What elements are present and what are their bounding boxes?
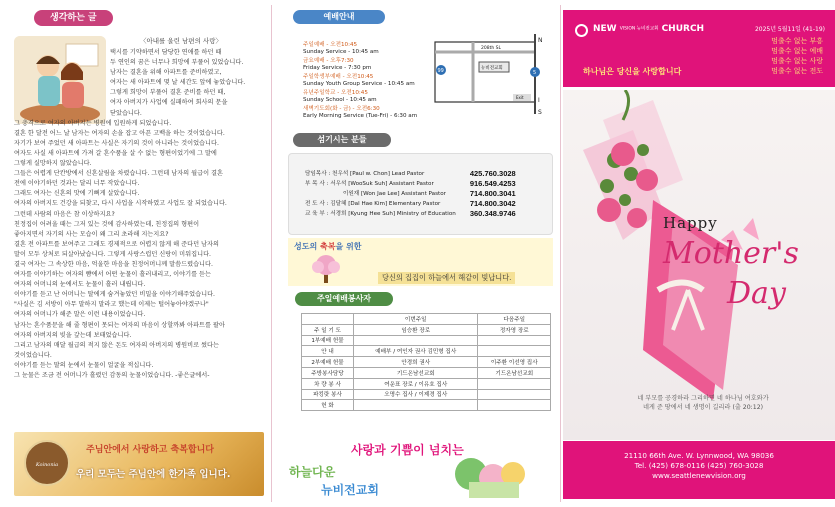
table-cell: 임승환 장로 [354, 324, 478, 335]
map-street-label: 208th SL [481, 46, 501, 51]
body-line: 여자의 아버지의 빚을 갚는데 보태었습니다. [14, 331, 132, 339]
body-line: 그렇게 실망하지 않았습니다. [14, 160, 92, 168]
table-cell: 헌 화 [302, 400, 354, 411]
service-ko: 금요예배 - 오후7:30 [303, 58, 354, 64]
table-cell: 주방봉사담당 [302, 367, 354, 378]
table-row [302, 314, 551, 325]
cover-panel [563, 0, 835, 507]
body-line: 결국 여자는 그 속상한 마음, 억울한 마음을 친정어머니께 말씀드렸습니다. [14, 260, 213, 268]
staff-title: 섬기시는 분들 [293, 133, 391, 147]
greeting-line2: 하늘다운 [289, 465, 336, 479]
staff-row [303, 168, 518, 178]
service-en: Friday Service - 7:30 pm [303, 65, 372, 71]
body-line: 그래도 여자는 신혼의 맛에 기뻐게 살았습니다. [14, 190, 140, 198]
table-cell: 안 내 [302, 346, 354, 357]
table-row [302, 367, 551, 378]
body-line: 여자는 새 아파트에 몇 날 세간도 앞에 놓았습니다. [110, 79, 246, 87]
table-cell: 2부예배 헌물 [302, 357, 354, 368]
body-line: 결혼 전 아파트를 보여주고 그래도 경제적으로 어렵지 않게 해 준다던 남자의 [14, 240, 219, 248]
body-line: 그 충격으로 여자의 아버지는 병원에 입원하게 되었습니다. [14, 119, 172, 127]
body-line: 그리고 남자의 매달 월급의 적지 않은 돈도 여자의 아버지의 병원비로 썼다는 [14, 341, 219, 349]
address: 21110 66th Ave. W. Lynnwood, WA 98036 [624, 451, 774, 460]
mothers-text: Mother's [663, 236, 799, 271]
body-line: 그런데 사람의 마음은 참 이상하지요? [14, 210, 115, 218]
body-line: 자기가 보여 주었던 새 아파트는 사실은 자기의 것이 아니라는 것이었습니다. [14, 139, 219, 147]
prayer-banner [288, 238, 553, 286]
verse-line: 네게 준 땅에서 네 생명이 길리라 (출 20:12) [642, 404, 764, 411]
phone: Tel. (425) 678-0116 (425) 760-3028 [634, 461, 764, 470]
reflection-title: 생각하는 글 [34, 10, 113, 26]
map-hwy99: 99 [437, 68, 444, 74]
services-title: 예배안내 [293, 10, 385, 24]
table-cell [478, 335, 551, 346]
logo-text: NEW VISION 뉴비전교회 CHURCH [593, 24, 705, 34]
contact-footer [563, 441, 835, 499]
church-map [433, 32, 545, 116]
staff-role: 전 도 사 : 김달혜 [Dal Hae Kim] Elementary Pastor [305, 201, 441, 207]
staff-box [288, 153, 553, 235]
staff-phone: 425.760.3028 [469, 168, 516, 178]
table-cell: 파킹랏 봉사 [302, 389, 354, 400]
table-cell [354, 400, 478, 411]
table-row [302, 400, 551, 411]
greeting-line3: 뉴비전교회 [321, 483, 379, 497]
table-row [302, 346, 551, 357]
table-cell: 다음주일 [478, 314, 551, 325]
service-ko: 새벽기도회(화 - 금) - 오전6:30 [303, 106, 380, 112]
happy-text: Happy [663, 214, 718, 232]
staff-row [303, 188, 518, 198]
staff-phone: 916.549.4253 [469, 178, 516, 188]
motto-list [771, 36, 823, 76]
staff-row [303, 178, 518, 188]
koinonia-banner [14, 432, 264, 496]
table-cell [302, 314, 354, 325]
staff-role: 교 육 부 : 서경희 [Kyung Hee Suh] Ministry of Education [305, 211, 456, 217]
body-line: 그 눈물은 조금 전 어머니가 흘렸던 감동의 눈물이었습니다. -좋은글에서- [14, 372, 210, 379]
day-text: Day [727, 276, 786, 311]
duty-title: 주일예배봉사자 [295, 292, 393, 306]
body-line: 여자의 아버지도 건강을 되찾고, 다시 사업을 시작하였고 사업도 잘 되었습니다. [14, 200, 227, 208]
logo-circle-icon [575, 24, 588, 37]
prayer-heading: 성도의 축복을 위한 [294, 242, 362, 251]
reflection-panel [0, 0, 270, 507]
table-cell: 이주환 이선영 집사 [478, 357, 551, 368]
body-line: 두 연인의 꿈은 너무나 희망에 부풀어 있었습니다. [110, 59, 244, 67]
bulletin-date: 2025년 5월11일 (41-19) [754, 26, 825, 33]
table-cell: 예배부 / 여인자 권사 김민형 집사 [354, 346, 478, 357]
greeting-line1: 사랑과 기쁨이 넘치는 [351, 443, 464, 457]
body-line: 결혼 한 달전 어느 날 남자는 여자의 손을 잡고 아픈 고백을 하는 것이었습니다. [14, 129, 225, 137]
body-line: 이야기를 듣고 난 어머니는 딸에게 숨겨놓았던 비밀을 이야기해주었습니다. [14, 291, 216, 299]
table-cell: 주 일 기 도 [302, 324, 354, 335]
reflection-header [14, 10, 262, 26]
body-line: 친정집이 어려울 때는 그저 있는 것에 감사하였는데, 친정집의 형편이 [14, 220, 200, 228]
duty-table [301, 313, 551, 411]
koinonia-badge: Koinonia [24, 440, 70, 486]
table-row [302, 324, 551, 335]
cover-slogan: 하나님은 당신을 사랑합니다 [583, 67, 682, 76]
table-row [302, 357, 551, 368]
staff-role: 담임목사 : 천우석 [Paul w. Chon] Lead Pastor [305, 171, 425, 177]
table-cell [478, 378, 551, 389]
banner-blessing: 주님안에서 사랑하고 축복합니다 [86, 445, 214, 455]
body-line: 여자도 사실 새 아파트에 가져 갈 혼수품을 살 수 없는 형편이었기에 그 말에 [14, 149, 217, 157]
body-line: "사실은 김 서방이 아무 말하지 말라고 했는데 이제는 털어놓아야겠구나" [14, 301, 209, 309]
table-cell [478, 346, 551, 357]
table-cell: 여운표 장로 / 이유호 집사 [354, 378, 478, 389]
table-cell [478, 389, 551, 400]
table-cell [478, 400, 551, 411]
service-ko: 주일예배 - 오전10:45 [303, 42, 358, 48]
body-line: 여자의 어머니의 눈에서도 눈물이 흘러 내립니다. [14, 281, 146, 289]
body-line: 말이 모두 상처로 되살아났습니다. 그렇게 사랑스럽던 신랑이 미워집니다. [14, 250, 212, 258]
table-row [302, 378, 551, 389]
divider [271, 5, 272, 502]
body-line: 남자는 결혼을 위해 아파트를 준비하였고, [110, 69, 222, 77]
body-line: 그들은 어렵게 단칸방에서 신혼살림을 차렸습니다. 그런데 남자의 월급이 결혼 [14, 170, 223, 178]
body-line: 여자의 어머니가 해준 말은 이런 내용이었습니다. [14, 311, 146, 319]
bible-verse [593, 394, 813, 412]
service-en: Sunday Service - 10:45 am [303, 49, 379, 55]
website-link[interactable]: www.seattlenewvision.org [652, 471, 746, 480]
divider [560, 5, 561, 502]
body-line: 택시를 기약하면서 담당한 연애를 하던 때 [110, 49, 222, 56]
staff-phone: 714.800.3041 [469, 188, 516, 198]
staff-phone: 714.800.3042 [469, 198, 516, 208]
table-cell: 기드온남선교회 [354, 367, 478, 378]
body-line: 여자를 이야기하는 여자의 뺨에서 어떤 눈물이 흘러내리고, 이야기를 듣는 [14, 271, 212, 279]
table-row [302, 389, 551, 400]
service-ko: 유년주일학교 - 오전10:45 [303, 90, 368, 96]
church-greeting-banner [281, 438, 553, 500]
reflection-subtitle: 〈아내를 울린 남편의 사랑〉 [140, 37, 222, 45]
service-en: Sunday School - 10:45 am [303, 97, 377, 103]
banner-family: 우리 모두는 주님안에 한가족 입니다. [76, 469, 231, 480]
table-cell: 1부예배 헌물 [302, 335, 354, 346]
map-north: N [538, 37, 543, 44]
service-ko: 주일학생부예배 - 오전10:45 [303, 74, 374, 80]
map-exit: Exit [516, 95, 524, 100]
cover-header [563, 10, 835, 87]
map-church-label: 뉴비전교회 [481, 66, 503, 71]
body-line: 것이었습니다. [14, 351, 52, 359]
table-cell: 차 량 봉 사 [302, 378, 354, 389]
info-panel [273, 0, 558, 507]
body-line: 여자 아버지가 사업에 실패하여 회사의 문을 [110, 99, 228, 107]
body-line: 좋아지면서 자기의 사는 모습이 왜 그리 초라해 지는지요? [14, 230, 169, 238]
table-cell: 오명수 집사 / 이제경 집사 [354, 389, 478, 400]
verse-line: 네 부모를 공경하라 그리하면 네 하나님 여호와가 [637, 395, 769, 402]
staff-row [303, 198, 518, 208]
map-south: S [538, 109, 542, 116]
body-line: 그렇게 희망이 부풀어 결혼 준비를 하던 때, [110, 89, 226, 97]
motto-item: 멈출수 없는 전도 [771, 67, 823, 75]
staff-table [303, 168, 518, 218]
staff-role: 이원재 [Won Jae Lee] Assistant Pastor [343, 191, 446, 197]
table-row [302, 335, 551, 346]
table-cell: 기드온남선교회 [478, 367, 551, 378]
map-interstate: I [538, 97, 540, 104]
map-hwy5: 5 [533, 70, 537, 76]
table-cell: 안경희 권사 [354, 357, 478, 368]
table-cell: 이번주일 [354, 314, 478, 325]
service-en: Sunday Youth Group Service - 10:45 am [303, 81, 415, 87]
body-line: 닫았습니다. [110, 109, 142, 117]
prayer-subtitle: 당신의 집집이 하늘에서 해같이 빛납니다. [378, 272, 515, 284]
body-line: 이야기를 듣는 딸의 눈에서 눈물이 얼굴을 적십니다. [14, 361, 154, 369]
services-box [295, 30, 553, 126]
body-line: 전에 이야기하던 것과는 달리 너무 작았습니다. [14, 180, 140, 188]
motto-item: 멈출수 없는 예배 [771, 47, 823, 55]
tree-icon [306, 253, 346, 283]
motto-item: 멈출수 없는 사랑 [771, 57, 823, 65]
body-line: 남자는 혼수품문을 해 줄 형편이 못되는 여자의 마음이 상할까봐 아파트를 팔아 [14, 321, 225, 329]
services-list [303, 42, 443, 122]
table-cell [354, 335, 478, 346]
service-en: Early Morning Service (Tue-Fri) - 6:30 am [303, 113, 418, 119]
staff-row [303, 208, 518, 218]
motto-item: 멈출수 없는 부흥 [771, 37, 823, 45]
table-cell: 정자영 장로 [478, 324, 551, 335]
staff-phone: 360.348.9746 [469, 208, 516, 218]
staff-role: 부 목 사 : 서우석 [WooSuk Suh] Assistant Pastor [305, 181, 434, 187]
reflection-body [14, 48, 264, 381]
